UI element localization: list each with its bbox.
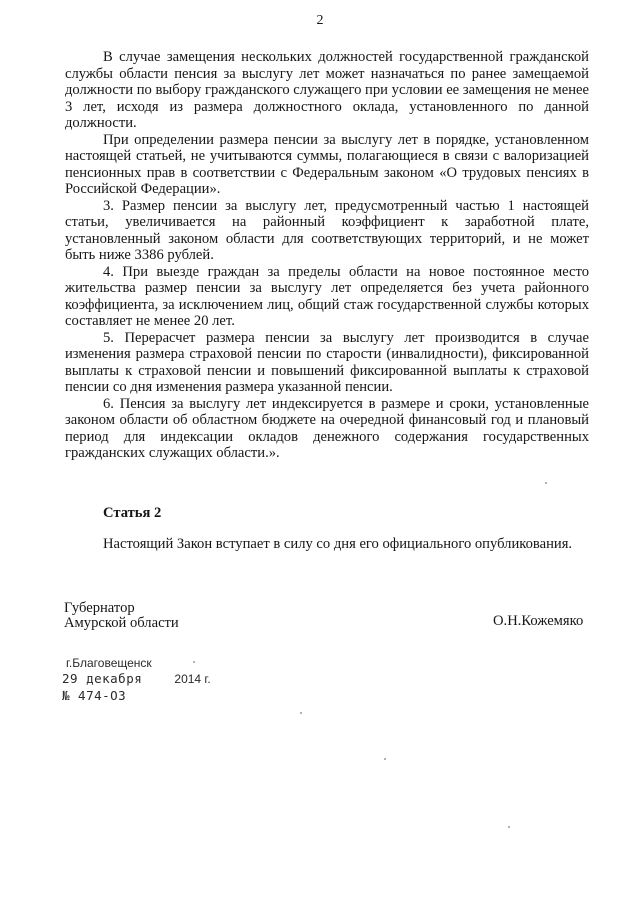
- stamp-date: [62, 670, 211, 688]
- scan-speck: [193, 661, 195, 663]
- scan-speck: [508, 826, 510, 828]
- paragraph-multiple-positions: В случае замещения нескольких должностей государственной гражданской службы области пенсия за выслугу лет может назначаться по ранее замещаемой должности по выбору гражданского служащего при условии ее замещения не менее 3 лет, исходя из размера должностного оклада, установленного по данной должности.: [65, 49, 589, 131]
- paragraph-6-indexation: 6. Пенсия за выслугу лет индексируется в размере и сроки, установленные законом области об областном бюджете на очередной финансовый год и плановый период для индексации окладов денежного содержания государственных гражданских служащих области.».: [65, 395, 589, 461]
- scan-speck: [300, 712, 302, 714]
- law-body-text: [65, 49, 589, 462]
- signatory-name: О.Н.Кожемяко: [493, 613, 584, 629]
- page-number: 2: [316, 13, 324, 28]
- registration-stamp: [62, 656, 211, 704]
- paragraph-valorization: При определении размера пенсии за выслугу лет в порядке, установленном настоящей статьей, не учитываются суммы, полагающиеся в связи с валоризацией пенсионных прав в соответствии с Федеральным законом «О трудовых пенсиях в Российской Федерации».: [65, 131, 589, 197]
- paragraph-3-regional-coefficient: 3. Размер пенсии за выслугу лет, предусмотренный частью 1 настоящей статьи, увеличивается на районный коэффициент к заработной плате, установленный законом области для соответствующих территорий, и не может быть ниже 3386 рублей.: [65, 197, 589, 263]
- scan-speck: [384, 758, 386, 760]
- stamp-date-day-month: 29 декабря: [62, 671, 143, 686]
- paragraph-4-relocation: 4. При выезде граждан за пределы области на новое постоянное место жительства размер пенсии за выслугу лет определяется без учета районного коэффициента, за исключением лиц, общий стаж государственной службы которых составляет не менее 20 лет.: [65, 263, 589, 329]
- stamp-city: г.Благовещенск: [66, 656, 152, 670]
- stamp-number: № 474-ОЗ: [62, 688, 127, 703]
- signature-title: [64, 601, 179, 631]
- paragraph-5-recalculation: 5. Перерасчет размера пенсии за выслугу лет производится в случае изменения размера страховой пенсии по старости (инвалидности), фиксированной выплаты к страховой пенсии и повышений фиксированной выплаты к страховой пенсии со дня изменения размера указанной пенсии.: [65, 329, 589, 395]
- stamp-date-year: 2014 г.: [174, 672, 211, 686]
- article-heading: Статья 2: [103, 505, 162, 521]
- scan-speck: [545, 482, 547, 484]
- signature-title-line-2: Амурской области: [64, 615, 179, 631]
- signature-title-line-1: Губернатор: [64, 600, 135, 616]
- article-text: Настоящий Закон вступает в силу со дня его официального опубликования.: [103, 536, 573, 552]
